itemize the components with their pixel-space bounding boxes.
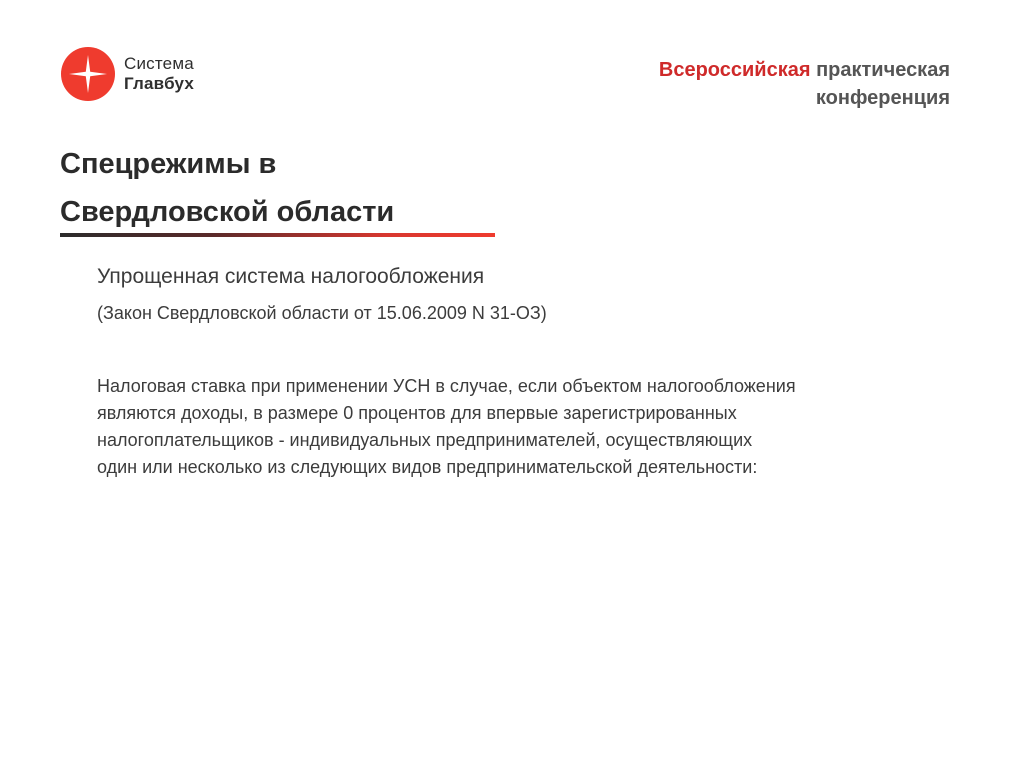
body-line: являются доходы, в размере 0 процентов для впервые зарегистрированных — [97, 403, 737, 423]
brand-name-line1: Система — [124, 54, 194, 73]
body-line: налогоплательщиков - индивидуальных предпринимателей, осуществляющих — [97, 430, 753, 450]
title-underline — [60, 233, 495, 237]
slide-title-line2: Свердловской области — [60, 196, 395, 228]
body-paragraph — [97, 373, 977, 481]
slide-title-line1: Спецрежимы в — [60, 148, 277, 180]
conference-heading — [659, 56, 950, 112]
section-subtitle: Упрощенная система налогообложения — [97, 265, 485, 288]
body-line: один или несколько из следующих видов предпринимательской деятельности: — [97, 457, 758, 477]
brand-logo — [60, 46, 194, 102]
conference-line1 — [659, 56, 950, 84]
body-line: Налоговая ставка при применении УСН в случае, если объектом налогообложения — [97, 376, 796, 396]
brand-logo-icon — [60, 46, 116, 102]
slide-title — [60, 140, 394, 236]
conference-word-grey: практическая — [810, 59, 950, 81]
law-reference: (Закон Свердловской области от 15.06.2009 N 31-ОЗ) — [97, 303, 547, 323]
conference-word-red: Всероссийская — [658, 59, 811, 81]
brand-name-line2: Главбух — [124, 74, 195, 93]
conference-line2: конференция — [815, 87, 950, 109]
brand-name — [124, 54, 194, 94]
